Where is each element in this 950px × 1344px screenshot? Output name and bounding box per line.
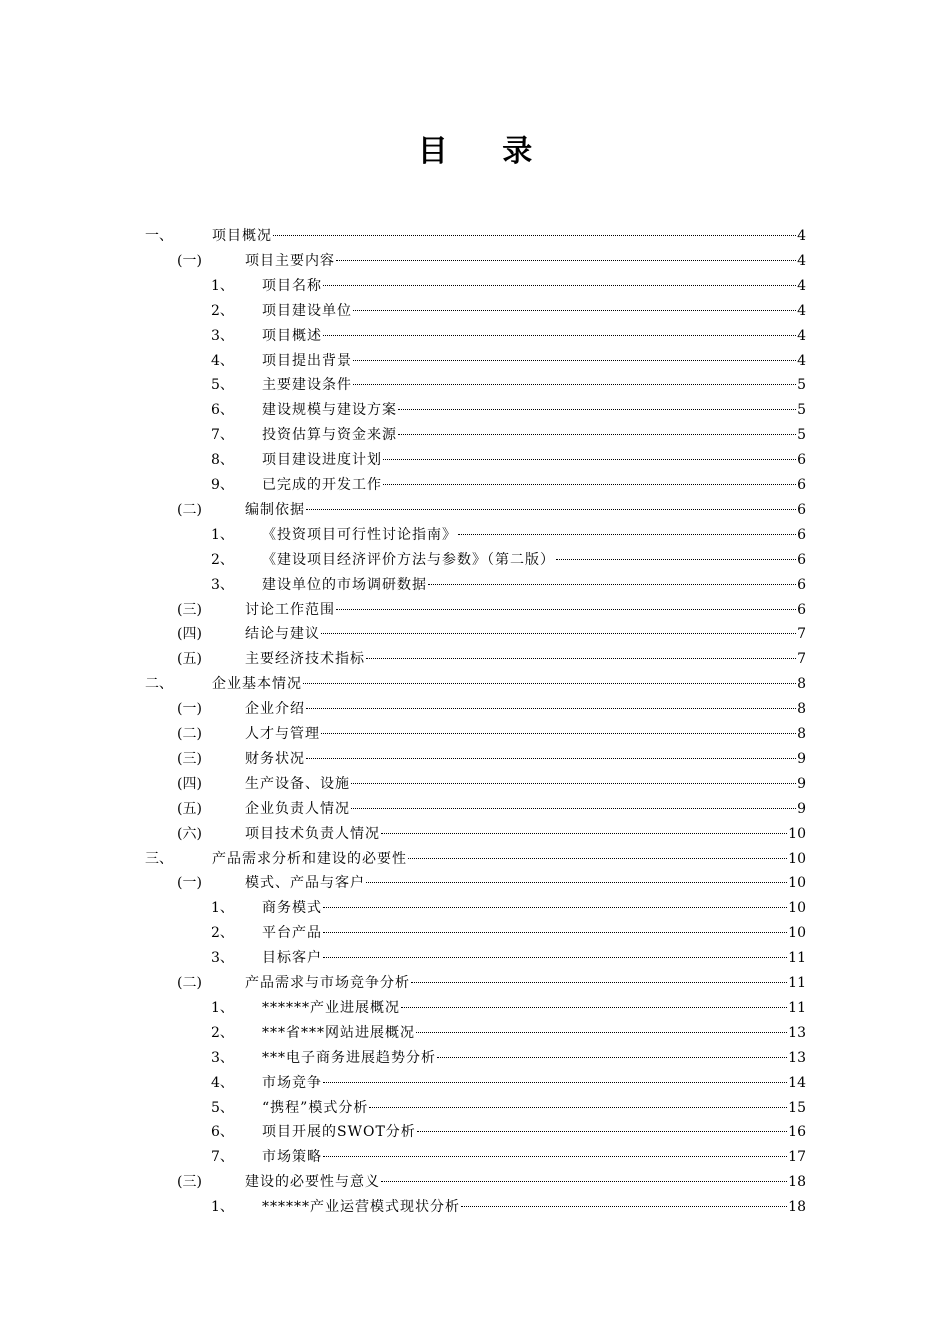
toc-entry[interactable]: [0, 847, 950, 872]
toc-entry-number: (三): [177, 750, 202, 767]
toc-dot-leader: [381, 833, 787, 834]
toc-entry-title: 产品需求与市场竞争分析: [245, 975, 410, 991]
toc-entry-page: 4: [797, 302, 806, 319]
toc-entry-page: 10: [788, 825, 806, 842]
toc-entry-page: 18: [788, 1199, 806, 1216]
toc-dot-leader: [408, 858, 787, 859]
toc-entry[interactable]: [0, 996, 950, 1021]
toc-entry-number: (一): [177, 875, 202, 892]
toc-entry[interactable]: [0, 1195, 950, 1220]
toc-dot-leader: [323, 335, 796, 336]
toc-entry-title: ***省***网站进展概况: [262, 1024, 415, 1041]
toc-entry[interactable]: [0, 274, 950, 299]
toc-entry-page: 4: [797, 228, 806, 244]
toc-entry-page: 6: [797, 452, 806, 469]
toc-entry[interactable]: [0, 573, 950, 598]
toc-entry-number: 6、: [211, 402, 234, 419]
toc-entry-number: 2、: [211, 1024, 234, 1041]
toc-entry-title: 投资估算与资金来源: [262, 427, 397, 444]
toc-entry-page: 6: [797, 526, 806, 543]
toc-entry-title: 模式、产品与客户: [245, 875, 365, 892]
toc-entry-title: 建设的必要性与意义: [245, 1174, 380, 1191]
toc-entry[interactable]: [0, 747, 950, 772]
toc-entry-title: ******产业运营模式现状分析: [262, 1199, 460, 1216]
toc-dot-leader: [351, 808, 796, 809]
toc-entry-title: 财务状况: [245, 750, 305, 767]
toc-entry-title: 项目建设单位: [262, 302, 352, 319]
toc-entry-page: 10: [788, 900, 806, 917]
toc-entry-title: 市场策略: [262, 1149, 322, 1166]
toc-entry[interactable]: [0, 797, 950, 822]
toc-entry[interactable]: [0, 1120, 950, 1145]
toc-entry-title: 《建设项目经济评价方法与参数》（第二版）: [262, 551, 555, 568]
toc-entry-page: 17: [788, 1149, 806, 1166]
toc-dot-leader: [306, 708, 796, 709]
toc-entry-page: 7: [797, 626, 806, 643]
toc-entry-number: 3、: [211, 1049, 234, 1066]
toc-entry[interactable]: [0, 622, 950, 647]
toc-entry-page: 6: [797, 551, 806, 568]
toc-entry-title: 企业基本情况: [212, 676, 302, 693]
toc-entry-page: 4: [797, 327, 806, 344]
toc-entry-number: 2、: [211, 551, 234, 568]
toc-entry-number: (六): [177, 825, 202, 842]
toc-entry-page: 7: [797, 651, 806, 668]
toc-entry-page: 6: [797, 501, 806, 518]
toc-dot-leader: [383, 459, 796, 460]
toc-entry-page: 10: [788, 850, 806, 867]
toc-dot-leader: [323, 907, 787, 908]
toc-entry-number: 3、: [211, 327, 234, 344]
toc-entry-page: 5: [797, 377, 806, 394]
page-title: 目 录: [417, 134, 555, 169]
toc-entry-page: 6: [797, 576, 806, 593]
toc-entry[interactable]: [0, 697, 950, 722]
toc-entry[interactable]: [0, 498, 950, 523]
toc-entry[interactable]: [0, 722, 950, 747]
toc-dot-leader: [321, 733, 796, 734]
toc-entry-page: 4: [797, 277, 806, 294]
toc-entry[interactable]: [0, 896, 950, 921]
toc-entry[interactable]: [0, 647, 950, 672]
toc-dot-leader: [381, 1181, 787, 1182]
toc-entry[interactable]: [0, 548, 950, 573]
toc-dot-leader: [321, 633, 796, 634]
toc-dot-leader: [556, 559, 796, 560]
toc-entry-number: 2、: [211, 302, 234, 319]
toc-entry-number: 1、: [211, 999, 234, 1016]
toc-dot-leader: [353, 384, 796, 385]
toc-entry-number: (一): [177, 252, 202, 269]
toc-entry[interactable]: [0, 971, 950, 996]
toc-entry-title: 市场竞争: [262, 1074, 322, 1091]
toc-entry-page: 14: [788, 1074, 806, 1091]
toc-entry-page: 10: [788, 875, 806, 892]
toc-entry-title: 建设单位的市场调研数据: [262, 576, 427, 593]
toc-entry[interactable]: [0, 672, 950, 697]
toc-entry-number: 1、: [211, 1199, 234, 1216]
toc-entry-title: 项目建设进度计划: [262, 452, 382, 469]
toc-entry[interactable]: [0, 324, 950, 349]
toc-entry-page: 5: [797, 402, 806, 419]
toc-entry[interactable]: [0, 349, 950, 374]
toc-entry-number: 6、: [211, 1124, 234, 1141]
toc-entry-title: 讨论工作范围: [245, 601, 335, 618]
toc-entry-title: 主要经济技术指标: [245, 651, 365, 668]
toc-entry-title: 项目概述: [262, 327, 322, 344]
toc-entry-title: ******产业进展概况: [262, 999, 400, 1016]
toc-entry[interactable]: [0, 1021, 950, 1046]
toc-entry-page: 16: [788, 1124, 806, 1141]
toc-entry-title: 平台产品: [262, 925, 322, 942]
toc-dot-leader: [323, 1082, 787, 1083]
toc-entry-number: 8、: [211, 452, 234, 469]
toc-dot-leader: [351, 783, 796, 784]
toc-entry-number: 9、: [211, 477, 234, 493]
toc-dot-leader: [411, 982, 787, 983]
toc-dot-leader: [461, 1206, 787, 1207]
toc-entry[interactable]: [0, 598, 950, 623]
toc-dot-leader: [437, 1057, 787, 1058]
toc-entry-title: ***电子商务进展趋势分析: [262, 1049, 436, 1066]
toc-entry-number: 5、: [211, 377, 234, 394]
toc-dot-leader: [323, 1156, 787, 1157]
toc-entry[interactable]: [0, 871, 950, 896]
toc-entry-page: 8: [797, 701, 806, 718]
toc-entry-page: 8: [797, 726, 806, 742]
toc-entry-number: 3、: [211, 576, 234, 593]
toc-entry-page: 11: [788, 999, 806, 1016]
toc-entry-page: 9: [797, 800, 806, 817]
toc-entry-title: 编制依据: [245, 501, 305, 518]
toc-entry[interactable]: [0, 822, 950, 847]
toc-entry-title: 企业介绍: [245, 701, 305, 718]
toc-entry-page: 11: [788, 950, 806, 967]
toc-entry-title: 已完成的开发工作: [262, 477, 382, 493]
toc-entry-page: 4: [797, 252, 806, 269]
toc-entry-number: 1、: [211, 526, 234, 543]
toc-entry-number: (五): [177, 800, 202, 817]
toc-entry-page: 10: [788, 925, 806, 942]
toc-entry[interactable]: [0, 398, 950, 423]
toc-entry[interactable]: [0, 299, 950, 324]
toc-entry-number: (五): [177, 651, 202, 668]
toc-entry-title: 《投资项目可行性讨论指南》: [262, 526, 457, 543]
toc-entry-number: 4、: [211, 1074, 234, 1091]
toc-entry-title: 项目主要内容: [245, 252, 335, 269]
toc-dot-leader: [398, 434, 796, 435]
toc-dot-leader: [428, 584, 796, 585]
toc-entry-title: 目标客户: [262, 950, 322, 967]
toc-entry-number: 7、: [211, 1149, 234, 1166]
toc-entry[interactable]: [0, 1046, 950, 1071]
toc-entry-number: 二、: [145, 676, 173, 693]
toc-entry-number: 5、: [211, 1099, 234, 1116]
toc-dot-leader: [366, 882, 787, 883]
toc-dot-leader: [366, 658, 796, 659]
toc-entry-title: “携程”模式分析: [262, 1099, 369, 1116]
toc-dot-leader: [336, 609, 796, 610]
toc-entry-title: 主要建设条件: [262, 377, 352, 394]
toc-entry-number: 1、: [211, 277, 234, 294]
toc-entry-page: 5: [797, 427, 806, 444]
toc-entry-title: 产品需求分析和建设的必要性: [212, 850, 407, 867]
toc-entry-page: 13: [788, 1024, 806, 1041]
toc-entry-page: 6: [797, 477, 806, 493]
toc-entry-number: 一、: [145, 228, 173, 244]
toc-entry-number: (二): [177, 501, 202, 518]
toc-entry[interactable]: [0, 249, 950, 274]
toc-entry-page: 11: [788, 975, 806, 991]
toc-dot-leader: [323, 957, 787, 958]
toc-entry-number: (一): [177, 701, 202, 718]
toc-dot-leader: [323, 932, 787, 933]
toc-entry[interactable]: [0, 921, 950, 946]
toc-entry[interactable]: [0, 448, 950, 473]
toc-entry[interactable]: [0, 946, 950, 971]
toc-dot-leader: [353, 360, 796, 361]
toc-entry[interactable]: [0, 1170, 950, 1195]
toc-dot-leader: [306, 758, 796, 759]
toc-dot-leader: [323, 285, 796, 286]
toc-entry-number: 3、: [211, 950, 234, 967]
toc-entry-number: 7、: [211, 427, 234, 444]
toc-entry[interactable]: [0, 224, 950, 249]
toc-dot-leader: [336, 260, 796, 261]
toc-entry-title: 生产设备、设施: [245, 775, 350, 792]
toc-entry-title: 人才与管理: [245, 726, 320, 742]
toc-entry-number: (二): [177, 726, 202, 742]
toc-entry[interactable]: [0, 373, 950, 398]
toc-dot-leader: [273, 235, 796, 236]
toc-entry-title: 建设规模与建设方案: [262, 402, 397, 419]
toc-entry-number: (三): [177, 601, 202, 618]
toc-entry-number: 2、: [211, 925, 234, 942]
toc-entry-number: 4、: [211, 352, 234, 369]
toc-entry-page: 9: [797, 750, 806, 767]
toc-entry-number: 1、: [211, 900, 234, 917]
toc-entry[interactable]: [0, 423, 950, 448]
toc-entry-number: (四): [177, 626, 202, 643]
toc-dot-leader: [401, 1007, 787, 1008]
toc-entry-number: (三): [177, 1174, 202, 1191]
toc-dot-leader: [383, 484, 796, 485]
toc-dot-leader: [398, 409, 796, 410]
toc-entry-page: 18: [788, 1174, 806, 1191]
toc-entry-title: 项目概况: [212, 228, 272, 244]
toc-entry-number: 三、: [145, 850, 173, 867]
toc-entry-title: 结论与建议: [245, 626, 320, 643]
toc-entry[interactable]: [0, 523, 950, 548]
toc-entry[interactable]: [0, 1071, 950, 1096]
toc-entry-title: 项目开展的SWOT分析: [262, 1124, 416, 1141]
toc-entry[interactable]: [0, 1145, 950, 1170]
toc-dot-leader: [303, 683, 796, 684]
toc-entry-page: 4: [797, 352, 806, 369]
toc-dot-leader: [416, 1032, 787, 1033]
toc-dot-leader: [417, 1131, 787, 1132]
toc-entry-title: 项目技术负责人情况: [245, 825, 380, 842]
toc-entry-page: 6: [797, 601, 806, 618]
toc-dot-leader: [353, 310, 796, 311]
toc-entry-title: 企业负责人情况: [245, 800, 350, 817]
toc-entry-title: 项目名称: [262, 277, 322, 294]
toc-entry[interactable]: [0, 473, 950, 498]
toc-entry-page: 15: [788, 1099, 806, 1116]
toc-entry-page: 9: [797, 775, 806, 792]
toc-entry-title: 项目提出背景: [262, 352, 352, 369]
toc-entry-title: 商务模式: [262, 900, 322, 917]
toc-dot-leader: [369, 1107, 787, 1108]
toc-entry[interactable]: [0, 1096, 950, 1121]
toc-dot-leader: [458, 534, 796, 535]
toc-entry-page: 13: [788, 1049, 806, 1066]
toc-entry-number: (四): [177, 775, 202, 792]
toc-entry-number: (二): [177, 975, 202, 991]
toc-dot-leader: [306, 509, 796, 510]
toc-entry-page: 8: [797, 676, 806, 693]
toc-entry[interactable]: [0, 772, 950, 797]
